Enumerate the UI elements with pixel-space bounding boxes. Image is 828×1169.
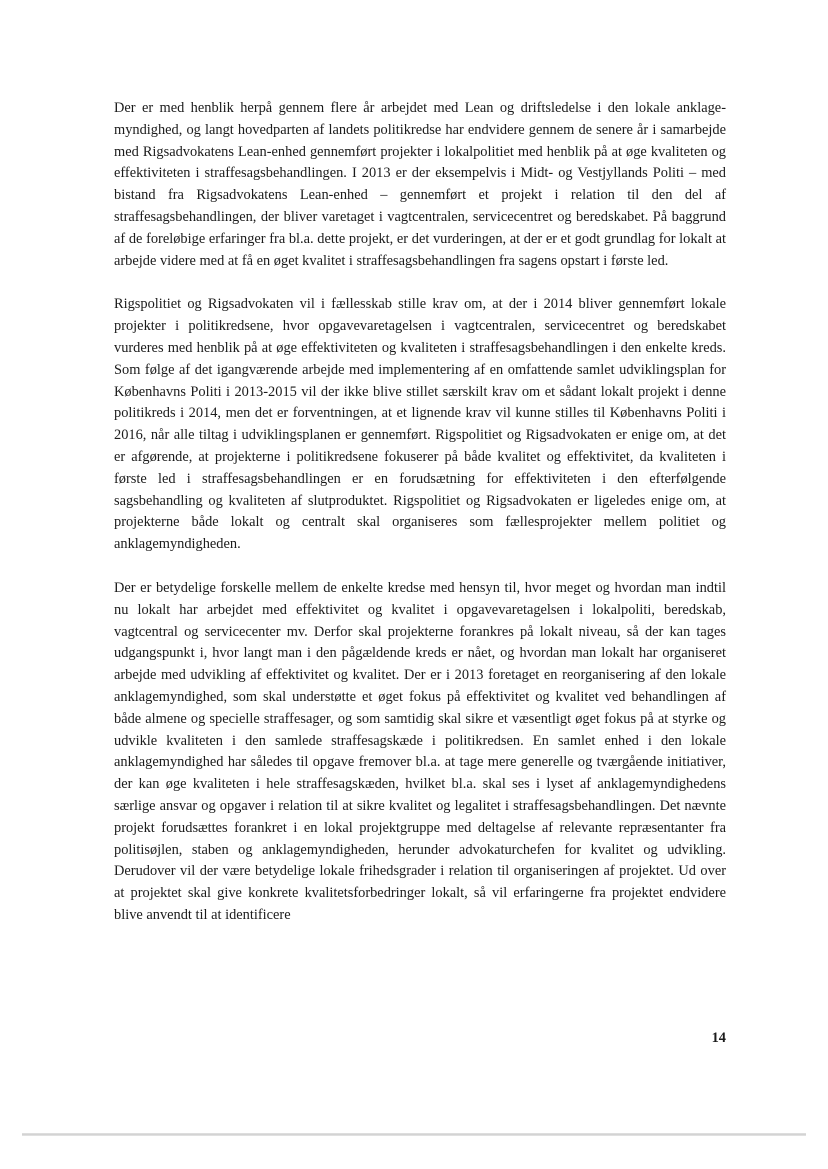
- paragraph-2: Rigspolitiet og Rigsadvokaten vil i fællesskab stille krav om, at der i 2014 bliver gennemført lokale projekter i politikredsene, hvor opgavevaretagelsen i vagtcentralen, servicecentret og beredskabet vurderes med henblik på at øge effektiviteten og kvaliteten i straffesagsbehandlingen i den enkelte kreds. Som følge af det igangværende arbejde med implementering af en omfattende samlet udviklingsplan for Københavns Politi i 2013-2015 vil der ikke blive stillet særskilt krav om et sådant lokalt projekt i denne politikreds i 2014, men det er forventningen, at et lignende krav vil kunne stilles til Københavns Politi i 2016, når alle tiltag i udviklingsplanen er gennemført. Rigspolitiet og Rigsadvokaten er enige om, at det er afgørende, at projekterne i politikredsene fokuserer på både kvalitet og effektivitet, da kvaliteten i første led i straffesagsbehandlingen er en forudsætning for effektiviteten i den efterfølgende sagsbehandling og kvaliteten af slutproduktet. Rigspolitiet og Rigsadvokaten er ligeledes enige om, at projekterne både lokalt og centralt skal organiseres som fællesprojekter mellem politiet og anklagemyndigheden.: [114, 296, 726, 553]
- scan-edge-divider: [22, 1133, 806, 1136]
- paragraph-3: Der er betydelige forskelle mellem de enkelte kredse med hensyn til, hvor meget og hvordan man indtil nu lokalt har arbejdet med effektivitet og kvalitet i opgavevaretagelsen i lokalpoliti, beredskab, vagtcentral og servicecenter mv. Derfor skal projekterne forankres på lokalt niveau, så der kan tages udgangspunkt i, hvor langt man i den pågældende kreds er nået, og hvordan man lokalt har organiseret arbejde med udvikling af effektivitet og kvalitet. Der er i 2013 foretaget en reorganisering af den lokale anklagemyndighed, som skal understøtte et øget fokus på effektivitet og kvalitet ved behandlingen af både almene og specielle straffesager, og som samtidig skal sikre et væsentligt øget fokus på at styrke og udvikle kvaliteten i den samlede straffesagskæde i politikredsen. En samlet enhed i den lokale anklagemyndighed har således til opgave fremover bl.a. at tage mere generelle og tværgående initiativer, der kan øge kvaliteten i hele straffesagskæden, hvilket bl.a. skal ses i lyset af anklagemyndighedens særlige ansvar og opgaver i relation til at sikre kvalitet og legalitet i straffesagsbehandlingen. Det nævnte projekt forudsættes forankret i en lokal projektgruppe med deltagelse af relevante repræsentanter fra politisøjlen, staben og anklagemyndigheden, herunder advokaturchefen for kvalitet og udvikling. Derudover vil der være betydelige lokale frihedsgrader i relation til organiseringen af projektet. Ud over at projektet skal give konkrete kvalitetsforbedringer lokalt, så vil erfaringerne fra projektet endvidere blive anvendt til at identificere: [114, 579, 726, 923]
- paragraph-1: Der er med henblik herpå gennem flere år arbejdet med Lean og driftsledelse i den lokale anklagemyndighed, og langt hovedparten af landets politikredse har endvidere gennem de senere år i samarbejde med Rigsadvokatens Lean-enhed gennemført projekter i lokalpolitiet med henblik på at øge kvaliteten og effektiviteten i straffesagsbehandlingen. I 2013 er der eksempelvis i Midt- og Vestjyllands Politi – med bistand fra Rigsadvokatens Lean-enhed – gennemført et projekt i relation til den del af straffesagsbehandlingen, der bliver varetaget i vagtcentralen, servicecentret og beredskabet. På baggrund af de foreløbige erfaringer fra bl.a. dette projekt, er det vurderingen, at der er et godt grundlag for lokalt at arbejde videre med at få en øget kvalitet i straffesagsbehandlingen fra sagens opstart i første led.: [114, 100, 726, 269]
- body-text: [114, 98, 726, 949]
- page-number: 14: [711, 1030, 726, 1046]
